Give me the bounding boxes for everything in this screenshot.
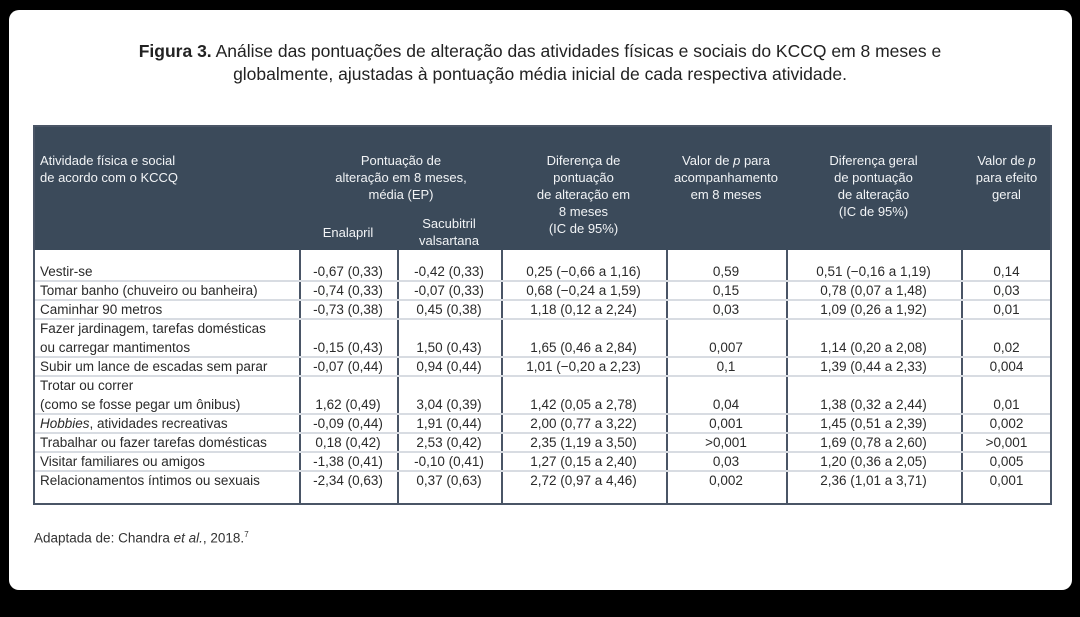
header-p-overall: Valor de p para efeito geral bbox=[975, 153, 1038, 202]
cell-p-overall: 0,14 bbox=[993, 264, 1020, 279]
header-diff-overall: Diferença geral de pontuação de alteração (IC de 95%) bbox=[829, 153, 918, 219]
cell-p-8m: >0,001 bbox=[705, 435, 747, 450]
cell-p-overall: 0,004 bbox=[989, 359, 1024, 374]
cell-enalapril: 1,62 (0,49) bbox=[315, 397, 381, 412]
cell-p-8m: 0,007 bbox=[709, 340, 743, 355]
header-diff-8m: Diferença de pontuação de alteração em 8 meses (IC de 95%) bbox=[536, 153, 631, 236]
cell-diff-overall: 1,14 (0,20 a 2,08) bbox=[820, 340, 927, 355]
cell-p-8m: 0,03 bbox=[712, 302, 740, 317]
cell-diff-8m: 1,27 (0,15 a 2,40) bbox=[530, 454, 637, 469]
table-row bbox=[35, 281, 1050, 300]
cell-sacubitril: 1,91 (0,44) bbox=[416, 416, 482, 431]
cell-p-overall: 0,02 bbox=[993, 340, 1020, 355]
table-row bbox=[35, 376, 1050, 414]
table-row bbox=[35, 357, 1050, 376]
data-table bbox=[33, 125, 1052, 505]
cell-sacubitril: 3,04 (0,39) bbox=[416, 397, 482, 412]
cell-diff-overall: 1,39 (0,44 a 2,33) bbox=[820, 359, 927, 374]
cell-sacubitril: 2,53 (0,42) bbox=[416, 435, 482, 450]
cell-p-8m: 0,001 bbox=[709, 416, 743, 431]
cell-enalapril: -0,15 (0,43) bbox=[313, 340, 383, 355]
header-enalapril: Enalapril bbox=[322, 225, 374, 240]
cell-diff-8m: 2,35 (1,19 a 3,50) bbox=[530, 435, 637, 450]
header-activity: Atividade física e social de acordo com o KCCQ bbox=[40, 153, 179, 185]
cell-enalapril: -1,38 (0,41) bbox=[313, 454, 383, 469]
header-p-8m: Valor de p para acompanhamento em 8 meses bbox=[673, 153, 779, 202]
cell-sacubitril: 0,45 (0,38) bbox=[416, 302, 482, 317]
cell-sacubitril: -0,42 (0,33) bbox=[414, 264, 484, 279]
cell-p-overall: 0,01 bbox=[993, 397, 1020, 412]
cell-activity: Fazer jardinagem, tarefas domésticas ou carregar mantimentos bbox=[40, 321, 266, 355]
cell-diff-8m: 1,42 (0,05 a 2,78) bbox=[530, 397, 637, 412]
cell-enalapril: -0,09 (0,44) bbox=[313, 416, 383, 431]
table-row bbox=[35, 452, 1050, 471]
figure-label: Figura 3. bbox=[138, 41, 212, 61]
cell-sacubitril: 0,37 (0,63) bbox=[416, 473, 482, 488]
cell-p-overall: 0,005 bbox=[989, 454, 1024, 469]
table-row bbox=[35, 433, 1050, 452]
table-row bbox=[35, 471, 1050, 490]
header-sacubitril: Sacubitril valsartana bbox=[419, 216, 479, 248]
cell-p-overall: 0,002 bbox=[989, 416, 1024, 431]
cell-activity: Trotar ou correr (como se fosse pegar um ônibus) bbox=[40, 378, 241, 412]
cell-activity: Visitar familiares ou amigos bbox=[40, 454, 205, 469]
figure-title-line2: globalmente, ajustadas à pontuação média inicial de cada respectiva atividade. bbox=[233, 64, 847, 84]
cell-activity: Trabalhar ou fazer tarefas domésticas bbox=[40, 435, 267, 450]
cell-p-8m: 0,04 bbox=[712, 397, 740, 412]
table-row bbox=[35, 414, 1050, 433]
cell-enalapril: -0,74 (0,33) bbox=[313, 283, 383, 298]
cell-activity: Vestir-se bbox=[40, 264, 93, 279]
cell-p-overall: 0,03 bbox=[993, 283, 1020, 298]
cell-enalapril: -0,67 (0,33) bbox=[313, 264, 383, 279]
cell-activity: Caminhar 90 metros bbox=[40, 302, 163, 317]
cell-p-overall: 0,001 bbox=[989, 473, 1024, 488]
cell-diff-8m: 2,72 (0,97 a 4,46) bbox=[530, 473, 637, 488]
cell-p-overall: 0,01 bbox=[993, 302, 1020, 317]
cell-p-8m: 0,1 bbox=[716, 359, 736, 374]
cell-diff-8m: 1,65 (0,46 a 2,84) bbox=[530, 340, 637, 355]
cell-diff-overall: 1,69 (0,78 a 2,60) bbox=[820, 435, 927, 450]
cell-sacubitril: -0,10 (0,41) bbox=[414, 454, 484, 469]
source-note: Adaptada de: Chandra et al., 2018.$^7$ bbox=[34, 530, 249, 546]
cell-p-8m: 0,59 bbox=[712, 264, 740, 279]
cell-p-overall: >0,001 bbox=[985, 435, 1028, 450]
table-row bbox=[35, 300, 1050, 319]
cell-enalapril: -0,07 (0,44) bbox=[313, 359, 383, 374]
cell-enalapril: 0,18 (0,42) bbox=[315, 435, 381, 450]
header-change-score: Pontuação de alteração em 8 meses, média (EP) bbox=[335, 153, 467, 202]
cell-diff-overall: 1,20 (0,36 a 2,05) bbox=[820, 454, 927, 469]
figure-title bbox=[0, 40, 1080, 86]
cell-activity: Hobbies, atividades recreativas bbox=[40, 416, 228, 431]
cell-diff-8m: 0,25 (−0,66 a 1,16) bbox=[526, 264, 641, 279]
table-row bbox=[35, 262, 1050, 281]
cell-diff-overall: 2,36 (1,01 a 3,71) bbox=[820, 473, 927, 488]
cell-diff-overall: 0,78 (0,07 a 1,48) bbox=[820, 283, 927, 298]
cell-p-8m: 0,03 bbox=[712, 454, 740, 469]
cell-diff-8m: 1,18 (0,12 a 2,24) bbox=[530, 302, 637, 317]
cell-diff-overall: 1,45 (0,51 a 2,39) bbox=[820, 416, 927, 431]
cell-activity: Relacionamentos íntimos ou sexuais bbox=[40, 473, 260, 488]
cell-enalapril: -2,34 (0,63) bbox=[313, 473, 383, 488]
cell-sacubitril: 1,50 (0,43) bbox=[416, 340, 482, 355]
cell-activity: Tomar banho (chuveiro ou banheira) bbox=[40, 283, 258, 298]
table-header bbox=[35, 127, 1050, 250]
cell-p-8m: 0,15 bbox=[712, 283, 740, 298]
cell-diff-8m: 0,68 (−0,24 a 1,59) bbox=[526, 283, 641, 298]
cell-diff-8m: 2,00 (0,77 a 3,22) bbox=[530, 416, 637, 431]
cell-diff-overall: 0,51 (−0,16 a 1,19) bbox=[816, 264, 931, 279]
cell-diff-8m: 1,01 (−0,20 a 2,23) bbox=[526, 359, 641, 374]
cell-diff-overall: 1,09 (0,26 a 1,92) bbox=[820, 302, 927, 317]
figure-title-line1: Análise das pontuações de alteração das atividades físicas e sociais do KCCQ em 8 meses e bbox=[215, 41, 942, 61]
cell-p-8m: 0,002 bbox=[709, 473, 743, 488]
table-row bbox=[35, 319, 1050, 357]
cell-sacubitril: -0,07 (0,33) bbox=[414, 283, 484, 298]
cell-sacubitril: 0,94 (0,44) bbox=[416, 359, 482, 374]
cell-activity: Subir um lance de escadas sem parar bbox=[40, 359, 268, 374]
cell-diff-overall: 1,38 (0,32 a 2,44) bbox=[820, 397, 927, 412]
cell-enalapril: -0,73 (0,38) bbox=[313, 302, 383, 317]
